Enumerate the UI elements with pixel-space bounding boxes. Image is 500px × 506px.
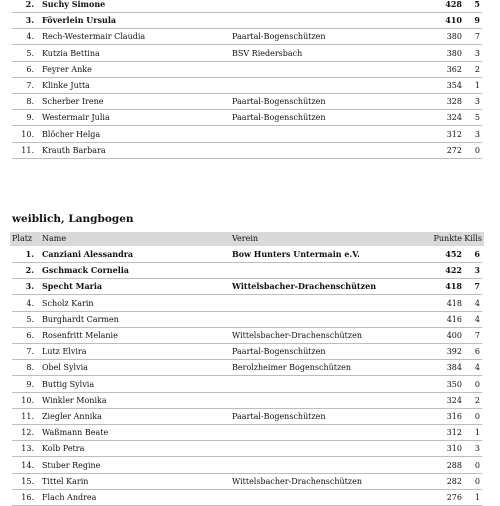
row-kills: 7 bbox=[474, 281, 480, 292]
row-name: Rech-Westermair Claudia bbox=[42, 32, 146, 42]
row-points: 384 bbox=[446, 363, 462, 373]
row-place: 2. bbox=[25, 0, 34, 9]
row-points: 380 bbox=[446, 48, 462, 58]
row-points: 310 bbox=[446, 444, 462, 454]
row-kills: 7 bbox=[474, 32, 480, 42]
row-place: 16. bbox=[21, 493, 34, 502]
row-points: 410 bbox=[445, 15, 462, 26]
row-points: 418 bbox=[445, 281, 462, 292]
table-row bbox=[12, 110, 482, 126]
section-title: weiblich, Langbogen bbox=[12, 213, 134, 225]
row-place: 11. bbox=[21, 412, 34, 421]
row-name: Ziegler Annika bbox=[42, 412, 102, 421]
row-kills: 0 bbox=[474, 460, 480, 470]
row-name: Buttig Sylvia bbox=[42, 379, 95, 389]
table-row bbox=[12, 312, 482, 328]
row-name: Scholz Karin bbox=[42, 298, 94, 308]
row-points: 422 bbox=[445, 265, 462, 276]
row-place: 3. bbox=[25, 15, 34, 26]
row-points: 350 bbox=[446, 379, 462, 389]
row-points: 380 bbox=[446, 32, 462, 42]
row-points: 428 bbox=[445, 0, 462, 9]
table-row bbox=[12, 62, 482, 78]
row-kills: 0 bbox=[474, 145, 480, 155]
row-points: 272 bbox=[446, 145, 462, 155]
table-row bbox=[12, 78, 482, 94]
row-points: 452 bbox=[445, 249, 462, 259]
row-kills: 4 bbox=[474, 314, 480, 324]
row-club: Paartal-Bogenschützen bbox=[232, 412, 326, 421]
table-row bbox=[12, 490, 482, 506]
row-place: 9. bbox=[26, 113, 34, 123]
row-place: 9. bbox=[26, 379, 34, 389]
row-place: 6. bbox=[26, 331, 34, 340]
row-club: Wittelsbacher-Drachenschützen bbox=[232, 476, 362, 486]
row-name: Kutzia Bettina bbox=[42, 48, 100, 58]
row-kills: 2 bbox=[474, 395, 480, 405]
row-kills: 9 bbox=[474, 15, 480, 26]
row-points: 392 bbox=[446, 347, 462, 357]
table-row bbox=[12, 360, 482, 376]
table-row bbox=[12, 474, 482, 490]
row-kills: 3 bbox=[474, 265, 480, 276]
row-name: Kolb Petra bbox=[42, 444, 85, 454]
row-name: Suchy Simone bbox=[42, 0, 106, 9]
row-place: 4. bbox=[26, 32, 34, 42]
row-name: Westermair Julia bbox=[42, 113, 110, 123]
row-club: Paartal-Bogenschützen bbox=[232, 97, 326, 107]
row-points: 312 bbox=[446, 129, 462, 139]
row-name: Flach Andrea bbox=[42, 493, 97, 502]
header-points: Punkte bbox=[433, 234, 462, 243]
row-kills: 5 bbox=[474, 0, 480, 9]
row-club: Paartal-Bogenschützen bbox=[232, 113, 326, 123]
row-kills: 0 bbox=[474, 379, 480, 389]
row-kills: 4 bbox=[474, 363, 480, 373]
header-name: Name bbox=[42, 234, 67, 243]
table-row bbox=[12, 344, 482, 360]
row-club: Paartal-Bogenschützen bbox=[232, 32, 326, 42]
row-points: 416 bbox=[446, 314, 462, 324]
table-row bbox=[12, 29, 482, 45]
row-name: Gschmack Cornelia bbox=[42, 265, 129, 276]
row-club: Wittelsbacher-Drachenschützen bbox=[232, 331, 362, 340]
row-kills: 3 bbox=[474, 48, 480, 58]
row-place: 14. bbox=[21, 460, 34, 470]
row-kills: 0 bbox=[474, 476, 480, 486]
row-place: 10. bbox=[21, 129, 34, 139]
row-points: 328 bbox=[446, 97, 462, 107]
row-name: Krauth Barbara bbox=[42, 145, 106, 155]
row-name: Rosenfritt Melanie bbox=[42, 331, 118, 340]
row-place: 15. bbox=[21, 476, 34, 486]
row-points: 324 bbox=[446, 113, 462, 123]
row-points: 354 bbox=[446, 81, 462, 90]
table-row bbox=[12, 393, 482, 409]
table-row bbox=[12, 377, 482, 393]
row-place: 11. bbox=[21, 145, 34, 155]
row-place: 7. bbox=[26, 81, 34, 90]
row-place: 8. bbox=[26, 97, 34, 107]
row-name: Specht Maria bbox=[42, 281, 103, 292]
table-row bbox=[12, 127, 482, 143]
row-name: Klinke Jutta bbox=[42, 81, 90, 90]
row-points: 418 bbox=[446, 298, 462, 308]
row-kills: 0 bbox=[474, 412, 480, 421]
row-place: 7. bbox=[26, 347, 34, 357]
row-name: Stuber Regine bbox=[42, 460, 101, 470]
table-row bbox=[12, 409, 482, 425]
row-kills: 3 bbox=[474, 129, 480, 139]
row-club: Paartal-Bogenschützen bbox=[232, 347, 326, 357]
table-row bbox=[12, 143, 482, 159]
row-place: 12. bbox=[21, 428, 34, 438]
row-name: Blöcher Helga bbox=[42, 129, 101, 139]
row-club: Bow Hunters Untermain e.V. bbox=[232, 249, 360, 259]
row-kills: 1 bbox=[474, 493, 480, 502]
row-name: Lutz Elvira bbox=[42, 347, 87, 357]
row-kills: 6 bbox=[474, 249, 480, 259]
row-points: 324 bbox=[446, 395, 462, 405]
row-place: 10. bbox=[21, 395, 34, 405]
table-row bbox=[12, 263, 482, 279]
table-row bbox=[12, 279, 482, 295]
row-place: 6. bbox=[26, 64, 34, 74]
table-row bbox=[12, 441, 482, 457]
row-points: 276 bbox=[446, 493, 462, 502]
row-points: 316 bbox=[446, 412, 462, 421]
table-row bbox=[12, 0, 482, 13]
row-kills: 1 bbox=[474, 428, 480, 438]
row-place: 2. bbox=[25, 265, 34, 276]
row-points: 362 bbox=[446, 64, 462, 74]
row-name: Scherber Irene bbox=[42, 97, 104, 107]
header-kills: Kills bbox=[464, 234, 482, 243]
row-points: 282 bbox=[446, 476, 462, 486]
table-header bbox=[10, 232, 484, 246]
table-row bbox=[12, 94, 482, 110]
row-kills: 3 bbox=[474, 444, 480, 454]
row-club: Berolzheimer Bogenschützen bbox=[232, 363, 352, 373]
row-kills: 1 bbox=[474, 81, 480, 90]
table-row bbox=[12, 46, 482, 62]
table-row bbox=[12, 425, 482, 441]
row-name: Föverlein Ursula bbox=[42, 15, 117, 26]
row-points: 288 bbox=[446, 460, 462, 470]
row-place: 5. bbox=[26, 48, 34, 58]
table-row bbox=[12, 13, 482, 29]
row-name: Tittel Karin bbox=[42, 476, 89, 486]
row-name: Obel Sylvia bbox=[42, 363, 88, 373]
row-name: Waßmann Beate bbox=[42, 428, 109, 438]
row-kills: 7 bbox=[474, 331, 480, 340]
row-name: Feyrer Anke bbox=[42, 64, 92, 74]
row-name: Burghardt Carmen bbox=[42, 314, 119, 324]
header-club: Verein bbox=[232, 234, 259, 243]
row-club: Wittelsbacher-Drachenschützen bbox=[232, 281, 377, 292]
table-row bbox=[12, 247, 482, 263]
header-place: Platz bbox=[12, 234, 33, 243]
row-place: 8. bbox=[26, 363, 34, 373]
row-place: 4. bbox=[26, 298, 34, 308]
row-place: 5. bbox=[26, 314, 34, 324]
row-kills: 5 bbox=[474, 113, 480, 123]
row-points: 400 bbox=[446, 331, 462, 340]
row-place: 13. bbox=[21, 444, 34, 454]
row-club: BSV Riedersbach bbox=[232, 48, 303, 58]
row-kills: 3 bbox=[474, 97, 480, 107]
row-kills: 6 bbox=[474, 347, 480, 357]
row-place: 1. bbox=[25, 249, 34, 259]
row-kills: 2 bbox=[474, 64, 480, 74]
table-row bbox=[12, 296, 482, 312]
row-kills: 4 bbox=[474, 298, 480, 308]
table-row bbox=[12, 458, 482, 474]
row-points: 312 bbox=[446, 428, 462, 438]
row-name: Winkler Monika bbox=[42, 395, 107, 405]
row-place: 3. bbox=[25, 281, 34, 292]
table-row bbox=[12, 328, 482, 344]
row-name: Canziani Alessandra bbox=[42, 249, 134, 259]
